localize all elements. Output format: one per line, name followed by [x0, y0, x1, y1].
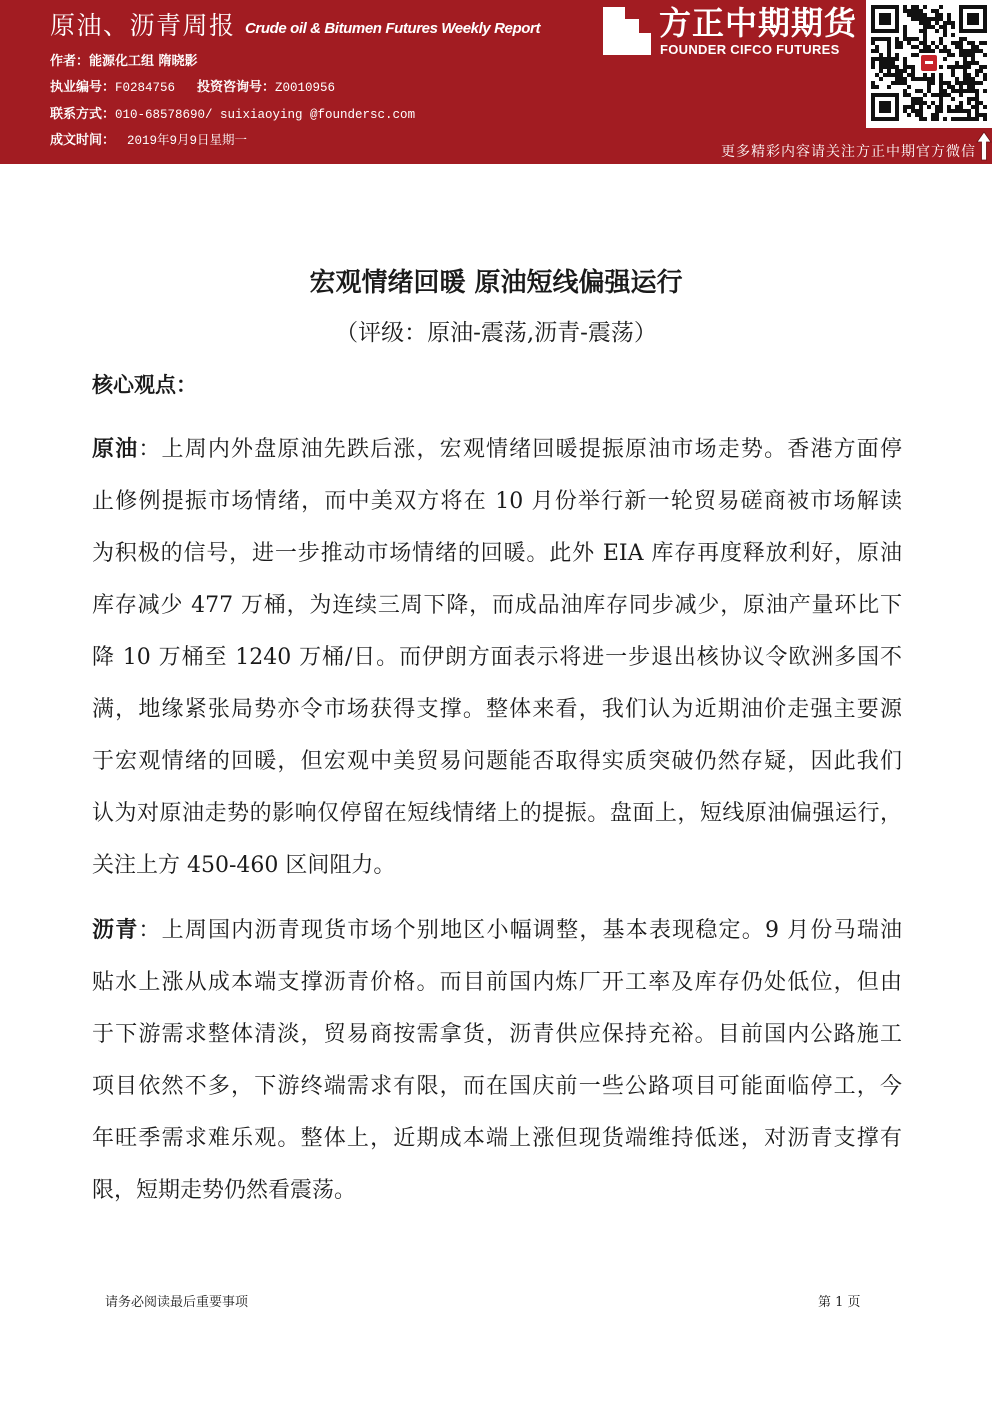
bitumen-paragraph	[92, 905, 902, 1217]
paragraph-line: 为积极的信号，进一步推动市场情绪的回暖。此外 EIA 库存再度释放利好，原油	[92, 541, 902, 566]
paragraph-line: 沥青：上周国内沥青现货市场个别地区小幅调整，基本表现稳定。9 月份马瑞油	[92, 918, 902, 943]
date-row	[50, 131, 247, 151]
crude-oil-label: 原油	[92, 437, 139, 462]
date-value: 2019年9月9日星期一	[127, 134, 248, 148]
paragraph-line: 年旺季需求难乐观。整体上，近期成本端上涨但现货端维持低迷，对沥青支撑有	[92, 1126, 902, 1151]
contact-row	[50, 105, 415, 125]
rating-line: （评级：原油-震荡,沥青-震荡）	[335, 320, 657, 346]
license-label: 执业编号：	[50, 80, 116, 95]
bitumen-label: 沥青	[92, 918, 139, 943]
contact-label: 联系方式：	[50, 107, 116, 122]
report-title-en: Crude oil & Bitumen Futures Weekly Report	[245, 20, 541, 37]
company-name-cn: 方正中期期货	[659, 4, 858, 42]
paragraph-line: 降 10 万桶至 1240 万桶/日。而伊朗方面表示将进一步退出核协议令欧洲多国不	[92, 645, 902, 670]
paragraph-line: 库存减少 477 万桶，为连续三周下降，而成品油库存同步减少，原油产量环比下	[92, 593, 902, 618]
paragraph-line: 原油：上周内外盘原油先跌后涨，宏观情绪回暖提振原油市场走势。香港方面停	[92, 437, 902, 462]
founder-logo-icon	[603, 7, 651, 55]
license-value: F0284756	[115, 81, 176, 95]
paragraph-line: 止修例提振市场情绪，而中美双方将在 10 月份举行新一轮贸易磋商被市场解读	[92, 489, 902, 514]
paragraph-line: 关注上方 450-460 区间阻力。	[92, 853, 396, 878]
license-row	[50, 78, 335, 98]
paragraph-line: 限，短期走势仍然看震荡。	[92, 1178, 357, 1203]
report-header	[0, 0, 992, 164]
company-name-en: FOUNDER CIFCO FUTURES	[660, 42, 840, 57]
core-view-heading: 核心观点：	[92, 373, 197, 397]
follow-wechat-text: 更多精彩内容请关注方正中期官方微信	[721, 144, 976, 160]
paragraph-line: 于下游需求整体清淡，贸易商按需拿货，沥青供应保持充裕。目前国内公路施工	[92, 1022, 902, 1047]
author-value: 能源化工组 隋晓影	[89, 54, 198, 69]
paragraph-line: 于宏观情绪的回暖，但宏观中美贸易问题能否取得实质突破仍然存疑，因此我们	[92, 749, 902, 774]
author-label: 作者：	[50, 54, 90, 69]
contact-value: 010-68578690/ suixiaoying @foundersc.com	[115, 108, 416, 122]
footer-notice: 请务必阅读最后重要事项	[105, 1295, 249, 1310]
paragraph-line: 满，地缘紧张局势亦令市场获得支撑。整体来看，我们认为近期油价走强主要源	[92, 697, 902, 722]
paragraph-line: 认为对原油走势的影响仅停留在短线情绪上的提振。盘面上，短线原油偏强运行，	[92, 801, 902, 826]
date-label: 成文时间：	[50, 133, 116, 148]
paragraph-line: 项目依然不多，下游终端需求有限，而在国庆前一些公路项目可能面临停工，今	[92, 1074, 902, 1099]
author-row	[50, 52, 198, 72]
page-title: 宏观情绪回暖 原油短线偏强运行	[309, 268, 683, 298]
qr-code-box	[866, 0, 992, 128]
report-title-cn: 原油、沥青周报	[50, 11, 236, 40]
paragraph-line: 贴水上涨从成本端支撑沥青价格。而目前国内炼厂开工率及库存仍处低位，但由	[92, 970, 902, 995]
up-arrow-icon	[976, 131, 992, 161]
qr-code-icon	[871, 5, 987, 121]
crude-oil-paragraph	[92, 424, 902, 892]
consult-value: Z0010956	[275, 81, 336, 95]
consult-label: 投资咨询号：	[197, 80, 276, 95]
page-number: 第 1 页	[818, 1295, 861, 1310]
